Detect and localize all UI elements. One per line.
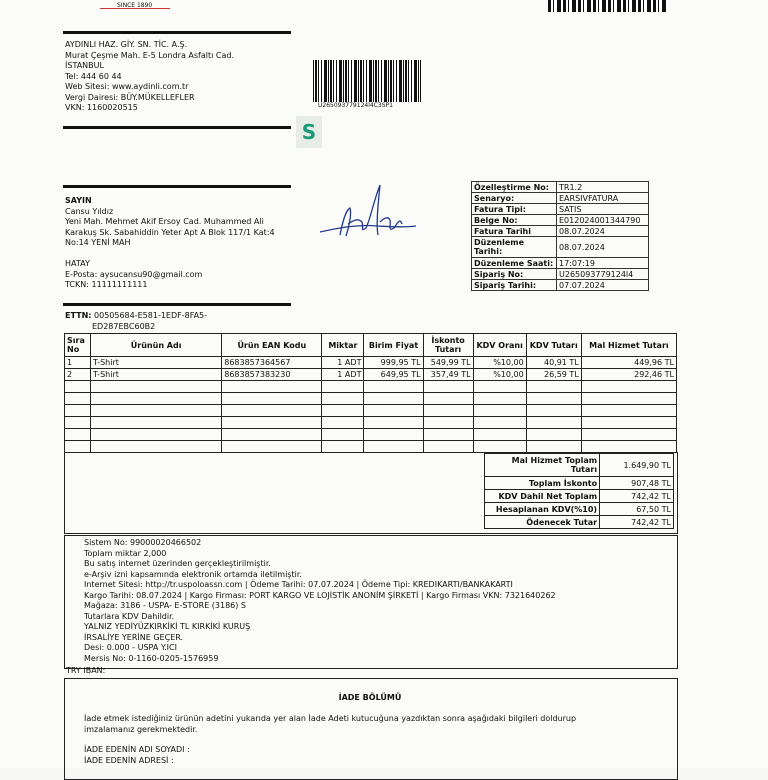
note-line: Tutarlara KDV Dahildir. <box>84 611 175 621</box>
cell-no: 2 <box>65 369 91 381</box>
info-value: 07.07.2024 <box>557 280 649 291</box>
totals-value: 742,42 TL <box>600 490 674 503</box>
seller-tax-office: Vergi Dairesi: BÜY.MÜKELLEFLER <box>65 92 195 102</box>
totals-row <box>485 490 674 503</box>
info-row <box>472 269 649 280</box>
buyer-city: HATAY <box>65 259 90 268</box>
return-text-line: İade etmek istediğiniz ürünün adetini yukarıda yer alan İade Adeti kutucuğuna yazdıktan sonra aşağıdaki bilgileri doldurup <box>84 714 577 723</box>
table-row <box>65 369 677 381</box>
barcode-text: U265093779124l4C3SP1 <box>318 102 393 109</box>
totals-key: Ödenecek Tutar <box>485 516 600 529</box>
note-line: İRSALİYE YERİNE GEÇER. <box>84 632 184 642</box>
empty-row <box>65 405 677 417</box>
col-header: Mal Hizmet Tutarı <box>581 334 676 357</box>
totals-row <box>485 516 674 529</box>
cell-total: 449,96 TL <box>581 357 676 369</box>
totals-key: Toplam İskonto <box>485 477 600 490</box>
cell-total: 292,46 TL <box>581 369 676 381</box>
return-text <box>84 714 664 735</box>
totals-row <box>485 477 674 490</box>
cell-name: T-Shirt <box>91 369 222 381</box>
buyer-heading: SAYIN <box>65 196 92 205</box>
empty-row <box>65 417 677 429</box>
info-row <box>472 193 649 204</box>
col-header: Birim Fiyat <box>364 334 423 357</box>
note-line: e-Arşiv izni kapsamında elektronik ortamda iletilmiştir. <box>84 569 302 579</box>
info-row <box>472 258 649 269</box>
note-line: Mersis No: 0-1160-0205-1576959 <box>84 653 219 663</box>
buyer-address-2: Karakuş Sk. Sabahiddin Yeter Apt A Blok 117/1 Kat:4 <box>65 227 275 237</box>
signature-scribble <box>318 180 418 250</box>
cell-vat-amount: 40,91 TL <box>526 357 581 369</box>
table-row <box>65 357 677 369</box>
buyer-address-1: Yeni Mah. Mehmet Akif Ersoy Cad. Muhammed Ali <box>65 217 264 226</box>
cell-vat-rate: %10,00 <box>473 357 526 369</box>
info-value: E012024001344790 <box>557 215 649 226</box>
s-badge: S <box>296 116 322 148</box>
totals-key: Mal Hizmet Toplam Tutarı <box>485 454 600 477</box>
info-value: TR1.2 <box>557 182 649 193</box>
info-key: Fatura Tipi: <box>472 204 557 215</box>
buyer-tckn: TCKN: 11111111111 <box>65 280 148 289</box>
cell-discount: 357,49 TL <box>423 369 473 381</box>
ettn-label: ETTN: <box>65 311 92 320</box>
col-header: KDV Tutarı <box>526 334 581 357</box>
info-row <box>472 204 649 215</box>
col-header: Ürünün Adı <box>91 334 222 357</box>
info-value: EARSIVFATURA <box>557 193 649 204</box>
totals-value: 907,48 TL <box>600 477 674 490</box>
totals-value: 1.649,90 TL <box>600 454 674 477</box>
seller-vkn: VKN: 1160020515 <box>65 103 138 112</box>
info-key: Düzenleme Tarihi: <box>472 237 557 258</box>
totals-key: KDV Dahil Net Toplam <box>485 490 600 503</box>
seller-top-rule <box>63 31 291 34</box>
buyer-name: Cansu Yıldız <box>65 206 114 216</box>
notes-block <box>84 538 674 664</box>
totals-value: 67,50 TL <box>600 503 674 516</box>
cell-qty: 1 ADT <box>322 357 364 369</box>
totals-value: 742,42 TL <box>600 516 674 529</box>
ettn-value-1: 00505684-E581-1EDF-8FA5- <box>94 311 208 320</box>
buyer-address-3: No:14 YENİ MAH <box>65 238 131 247</box>
ettn-block <box>65 311 207 332</box>
seller-name: AYDINLI HAZ. GİY. SN. TİC. A.Ş. <box>65 40 188 49</box>
note-line: Bu satış internet üzerinden gerçekleştirilmiştir. <box>84 559 271 568</box>
info-row <box>472 182 649 193</box>
col-header: KDV Oranı <box>473 334 526 357</box>
barcode <box>313 60 421 102</box>
info-key: Sipariş Tarihi: <box>472 280 557 291</box>
items-header-row <box>65 334 677 357</box>
info-value: SATIS <box>557 204 649 215</box>
info-value: 08.07.2024 <box>557 237 649 258</box>
seller-block <box>65 40 295 114</box>
note-line: Kargo Tarihi: 08.07.2024 | Kargo Firması: PORT KARGO VE LOJİSTİK ANONİM ŞİRKETİ | Kargo Firması VKN: 7321640262 <box>84 590 556 600</box>
info-key: Sipariş No: <box>472 269 557 280</box>
cell-vat-rate: %10,00 <box>473 369 526 381</box>
seller-bottom-rule <box>63 126 291 129</box>
info-key: Fatura Tarihi <box>472 226 557 237</box>
totals-table <box>484 453 674 529</box>
info-row <box>472 215 649 226</box>
ettn-value-2: ED287EBC60B2 <box>92 321 156 331</box>
seller-city: İSTANBUL <box>65 61 104 70</box>
cell-ean: 8683857364567 <box>222 357 322 369</box>
info-key: Senaryo: <box>472 193 557 204</box>
totals-row <box>485 503 674 516</box>
cell-vat-amount: 26,59 TL <box>526 369 581 381</box>
qr-code <box>548 0 668 12</box>
items-table <box>64 333 677 453</box>
iban-label: TRY IBAN: <box>66 666 106 675</box>
buyer-bottom-rule <box>63 303 291 306</box>
return-title: İADE BÖLÜMÜ <box>338 693 402 702</box>
cell-price: 999,95 TL <box>364 357 423 369</box>
col-header: Miktar <box>322 334 364 357</box>
logo-subtitle: SINCE 1890 <box>117 2 153 9</box>
buyer-block <box>65 196 305 291</box>
empty-row <box>65 393 677 405</box>
invoice-info-table <box>471 181 649 291</box>
col-header: Ürün EAN Kodu <box>222 334 322 357</box>
buyer-top-rule <box>63 185 291 188</box>
cell-ean: 8683857383230 <box>222 369 322 381</box>
info-row <box>472 237 649 258</box>
seller-address: Murat Çeşme Mah. E-5 Londra Asfaltı Cad. <box>65 50 234 60</box>
info-value: 17:07:19 <box>557 258 649 269</box>
col-header: Sıra No <box>65 334 91 357</box>
note-line: YALNIZ YEDİYÜZKIRKİKİ TL KIRKİKİ KURUŞ <box>84 622 251 631</box>
note-line: Sistem No: 99000020466502 <box>84 538 202 547</box>
info-value: 08.07.2024 <box>557 226 649 237</box>
buyer-spacer <box>65 249 305 260</box>
totals-key: Hesaplanan KDV(%10) <box>485 503 600 516</box>
info-key: Belge No: <box>472 215 557 226</box>
totals-row <box>485 454 674 477</box>
info-row <box>472 280 649 291</box>
note-line: Mağaza: 3186 - USPA- E-STORE (3186) S <box>84 601 247 610</box>
info-row <box>472 226 649 237</box>
note-line: Desi: 0.000 - USPA Y.ICI <box>84 643 177 652</box>
info-key: Düzenleme Saati: <box>472 258 557 269</box>
seller-phone: Tel: 444 60 44 <box>65 71 122 81</box>
note-line: Internet Sitesi: http://tr.uspoloassn.com | Ödeme Tarihi: 07.07.2024 | Ödeme Tipi: KREDIKARTI/BANKAKARTI <box>84 580 513 589</box>
cell-price: 649,95 TL <box>364 369 423 381</box>
buyer-email: E-Posta: aysucansu90@gmail.com <box>65 269 203 279</box>
info-value: U265093779124l4 <box>557 269 649 280</box>
return-address-label: İADE EDENİN ADRESİ : <box>84 756 174 765</box>
empty-row <box>65 429 677 441</box>
cell-qty: 1 ADT <box>322 369 364 381</box>
note-line: Toplam miktar 2,000 <box>84 548 167 558</box>
empty-row <box>65 381 677 393</box>
empty-row <box>65 441 677 453</box>
cell-discount: 549,99 TL <box>423 357 473 369</box>
seller-website: Web Sitesi: www.aydinli.com.tr <box>65 82 189 91</box>
return-name-label: İADE EDENİN ADI SOYADI : <box>84 745 190 754</box>
col-header: İskonto Tutarı <box>423 334 473 357</box>
return-text-line: imzalamanız gerekmektedir. <box>84 724 198 734</box>
info-key: Özelleştirme No: <box>472 182 557 193</box>
cell-no: 1 <box>65 357 91 369</box>
cell-name: T-Shirt <box>91 357 222 369</box>
